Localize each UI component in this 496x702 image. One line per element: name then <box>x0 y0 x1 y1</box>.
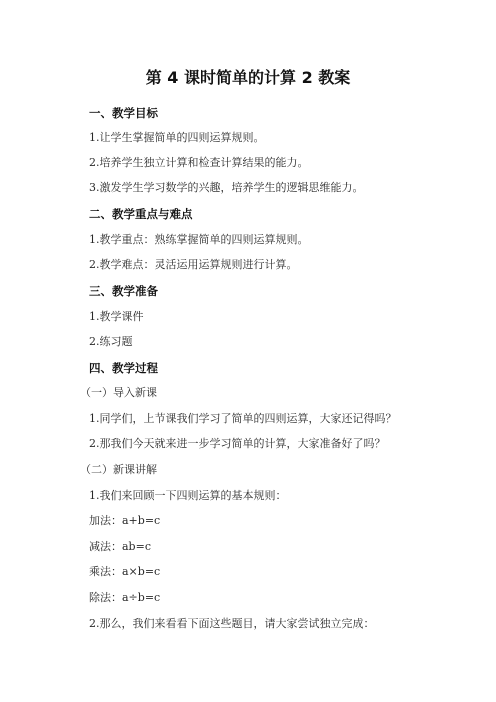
objective-item-1: 1.让学生掌握简单的四则运算规则。 <box>89 131 265 144</box>
preparation-item-2: 2.练习题 <box>89 335 133 348</box>
rule-addition: 加法：a+b=c <box>89 514 161 527</box>
preparation-item-1: 1.教学课件 <box>89 310 144 323</box>
rule-multiplication: 乘法：a×b=c <box>89 565 161 578</box>
document-title: 第 4 课时简单的计算 2 教案 <box>145 68 351 87</box>
section-heading-process: 四、教学过程 <box>89 361 158 375</box>
subsection-heading-intro: （一）导入新课 <box>80 386 157 399</box>
subsection-heading-new-lesson: （二）新课讲解 <box>80 463 157 476</box>
new-lesson-item-2: 2.那么，我们来看看下面这些题目，请大家尝试独立完成： <box>89 617 375 630</box>
intro-item-1: 1.同学们，上节课我们学习了简单的四则运算，大家还记得吗？ <box>89 412 397 425</box>
rule-division: 除法：a÷b=c <box>89 591 161 604</box>
section-heading-key-points: 二、教学重点与难点 <box>89 207 193 221</box>
key-point-item-2: 2.教学难点：灵活运用运算规则进行计算。 <box>89 258 298 271</box>
section-heading-preparation: 三、教学准备 <box>89 284 158 298</box>
intro-item-2: 2.那我们今天就来进一步学习简单的计算，大家准备好了吗？ <box>89 437 386 450</box>
objective-item-3: 3.激发学生学习数学的兴趣，培养学生的逻辑思维能力。 <box>89 181 364 194</box>
rule-subtraction: 减法：ab=c <box>89 540 151 553</box>
key-point-item-1: 1.教学重点：熟练掌握简单的四则运算规则。 <box>89 233 309 246</box>
section-heading-objectives: 一、教学目标 <box>89 106 158 120</box>
new-lesson-item-1: 1.我们来回顾一下四则运算的基本规则： <box>89 489 287 502</box>
objective-item-2: 2.培养学生独立计算和检查计算结果的能力。 <box>89 156 309 169</box>
